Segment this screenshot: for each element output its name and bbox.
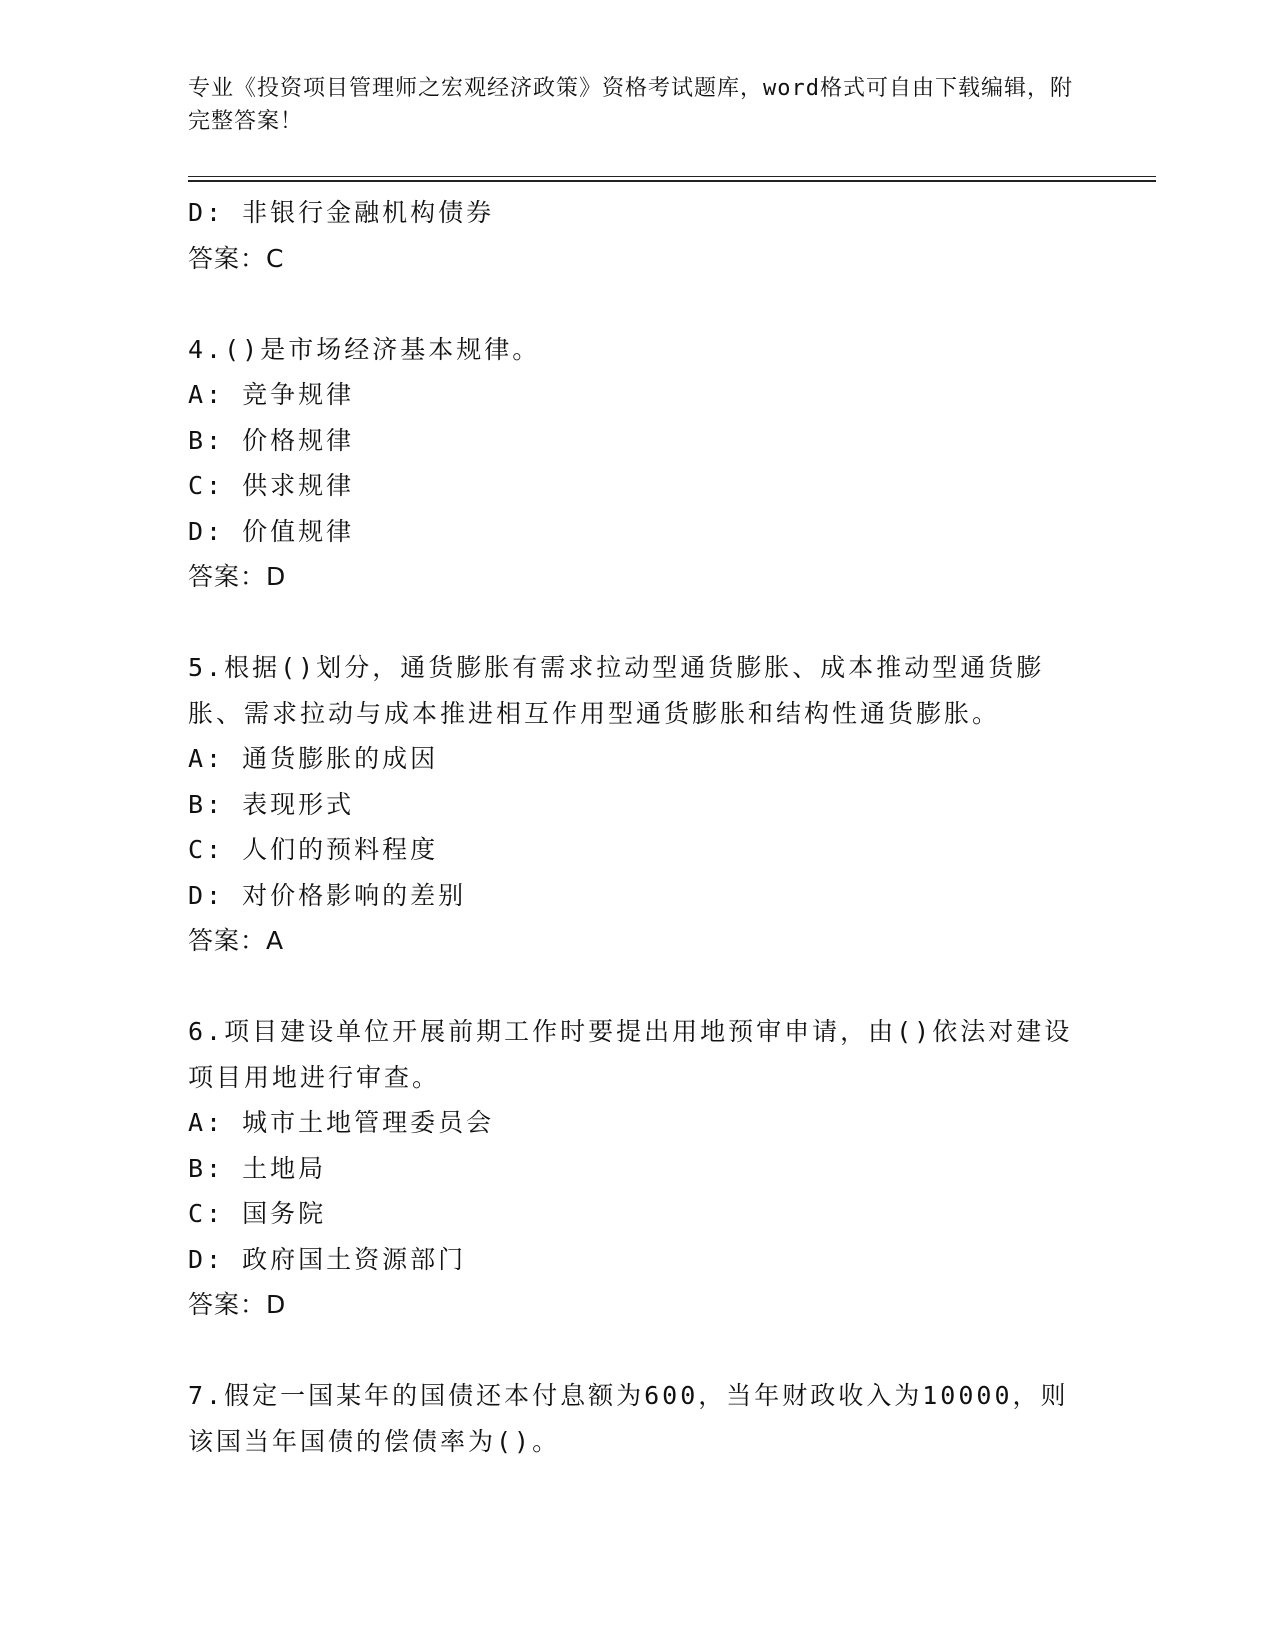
question-stem: 7.假定一国某年的国债还本付息额为600，当年财政收入为10000，则该国当年国债的偿债率为()。 [188, 1381, 1069, 1456]
header-divider-thick [188, 180, 1156, 182]
option-d: D: 政府国土资源部门 [188, 1244, 467, 1274]
question-stem: 4.()是市场经济基本规律。 [188, 334, 541, 364]
answer: 答案：A [188, 926, 285, 955]
question-content [188, 190, 1088, 1464]
option-a: A: 通货膨胀的成因 [188, 744, 439, 773]
answer: 答案：C [188, 243, 285, 273]
option-d: D: 对价格影响的差别 [188, 880, 467, 910]
spacer [188, 600, 1088, 646]
option-a: A: 竞争规律 [188, 380, 355, 409]
option-b: B: 价格规律 [188, 425, 355, 455]
spacer [188, 964, 1088, 1010]
spacer [188, 1328, 1088, 1374]
option-c: C: 供求规律 [188, 471, 355, 500]
question-stem: 5.根据()划分，通货膨胀有需求拉动型通货膨胀、成本推动型通货膨胀、需求拉动与成本推进相互作用型通货膨胀和结构性通货膨胀。 [188, 653, 1045, 728]
answer: 答案：D [188, 562, 287, 591]
question-stem: 6.项目建设单位开展前期工作时要提出用地预审申请，由()依法对建设项目用地进行审查。 [188, 1017, 1073, 1092]
answer: 答案：D [188, 1290, 287, 1319]
option-d: D: 价值规律 [188, 516, 355, 546]
header-text: 专业《投资项目管理师之宏观经济政策》资格考试题库，word格式可自由下载编辑，附完整答案！ [188, 76, 1073, 134]
option-c: C: 人们的预料程度 [188, 835, 439, 864]
document-header [188, 72, 1088, 138]
option-b: B: 土地局 [188, 1153, 327, 1183]
header-divider-thin [188, 176, 1156, 177]
spacer [188, 281, 1088, 327]
option-d: D: 非银行金融机构债券 [188, 198, 495, 227]
option-b: B: 表现形式 [188, 789, 355, 819]
option-a: A: 城市土地管理委员会 [188, 1108, 495, 1137]
option-c: C: 国务院 [188, 1199, 327, 1228]
